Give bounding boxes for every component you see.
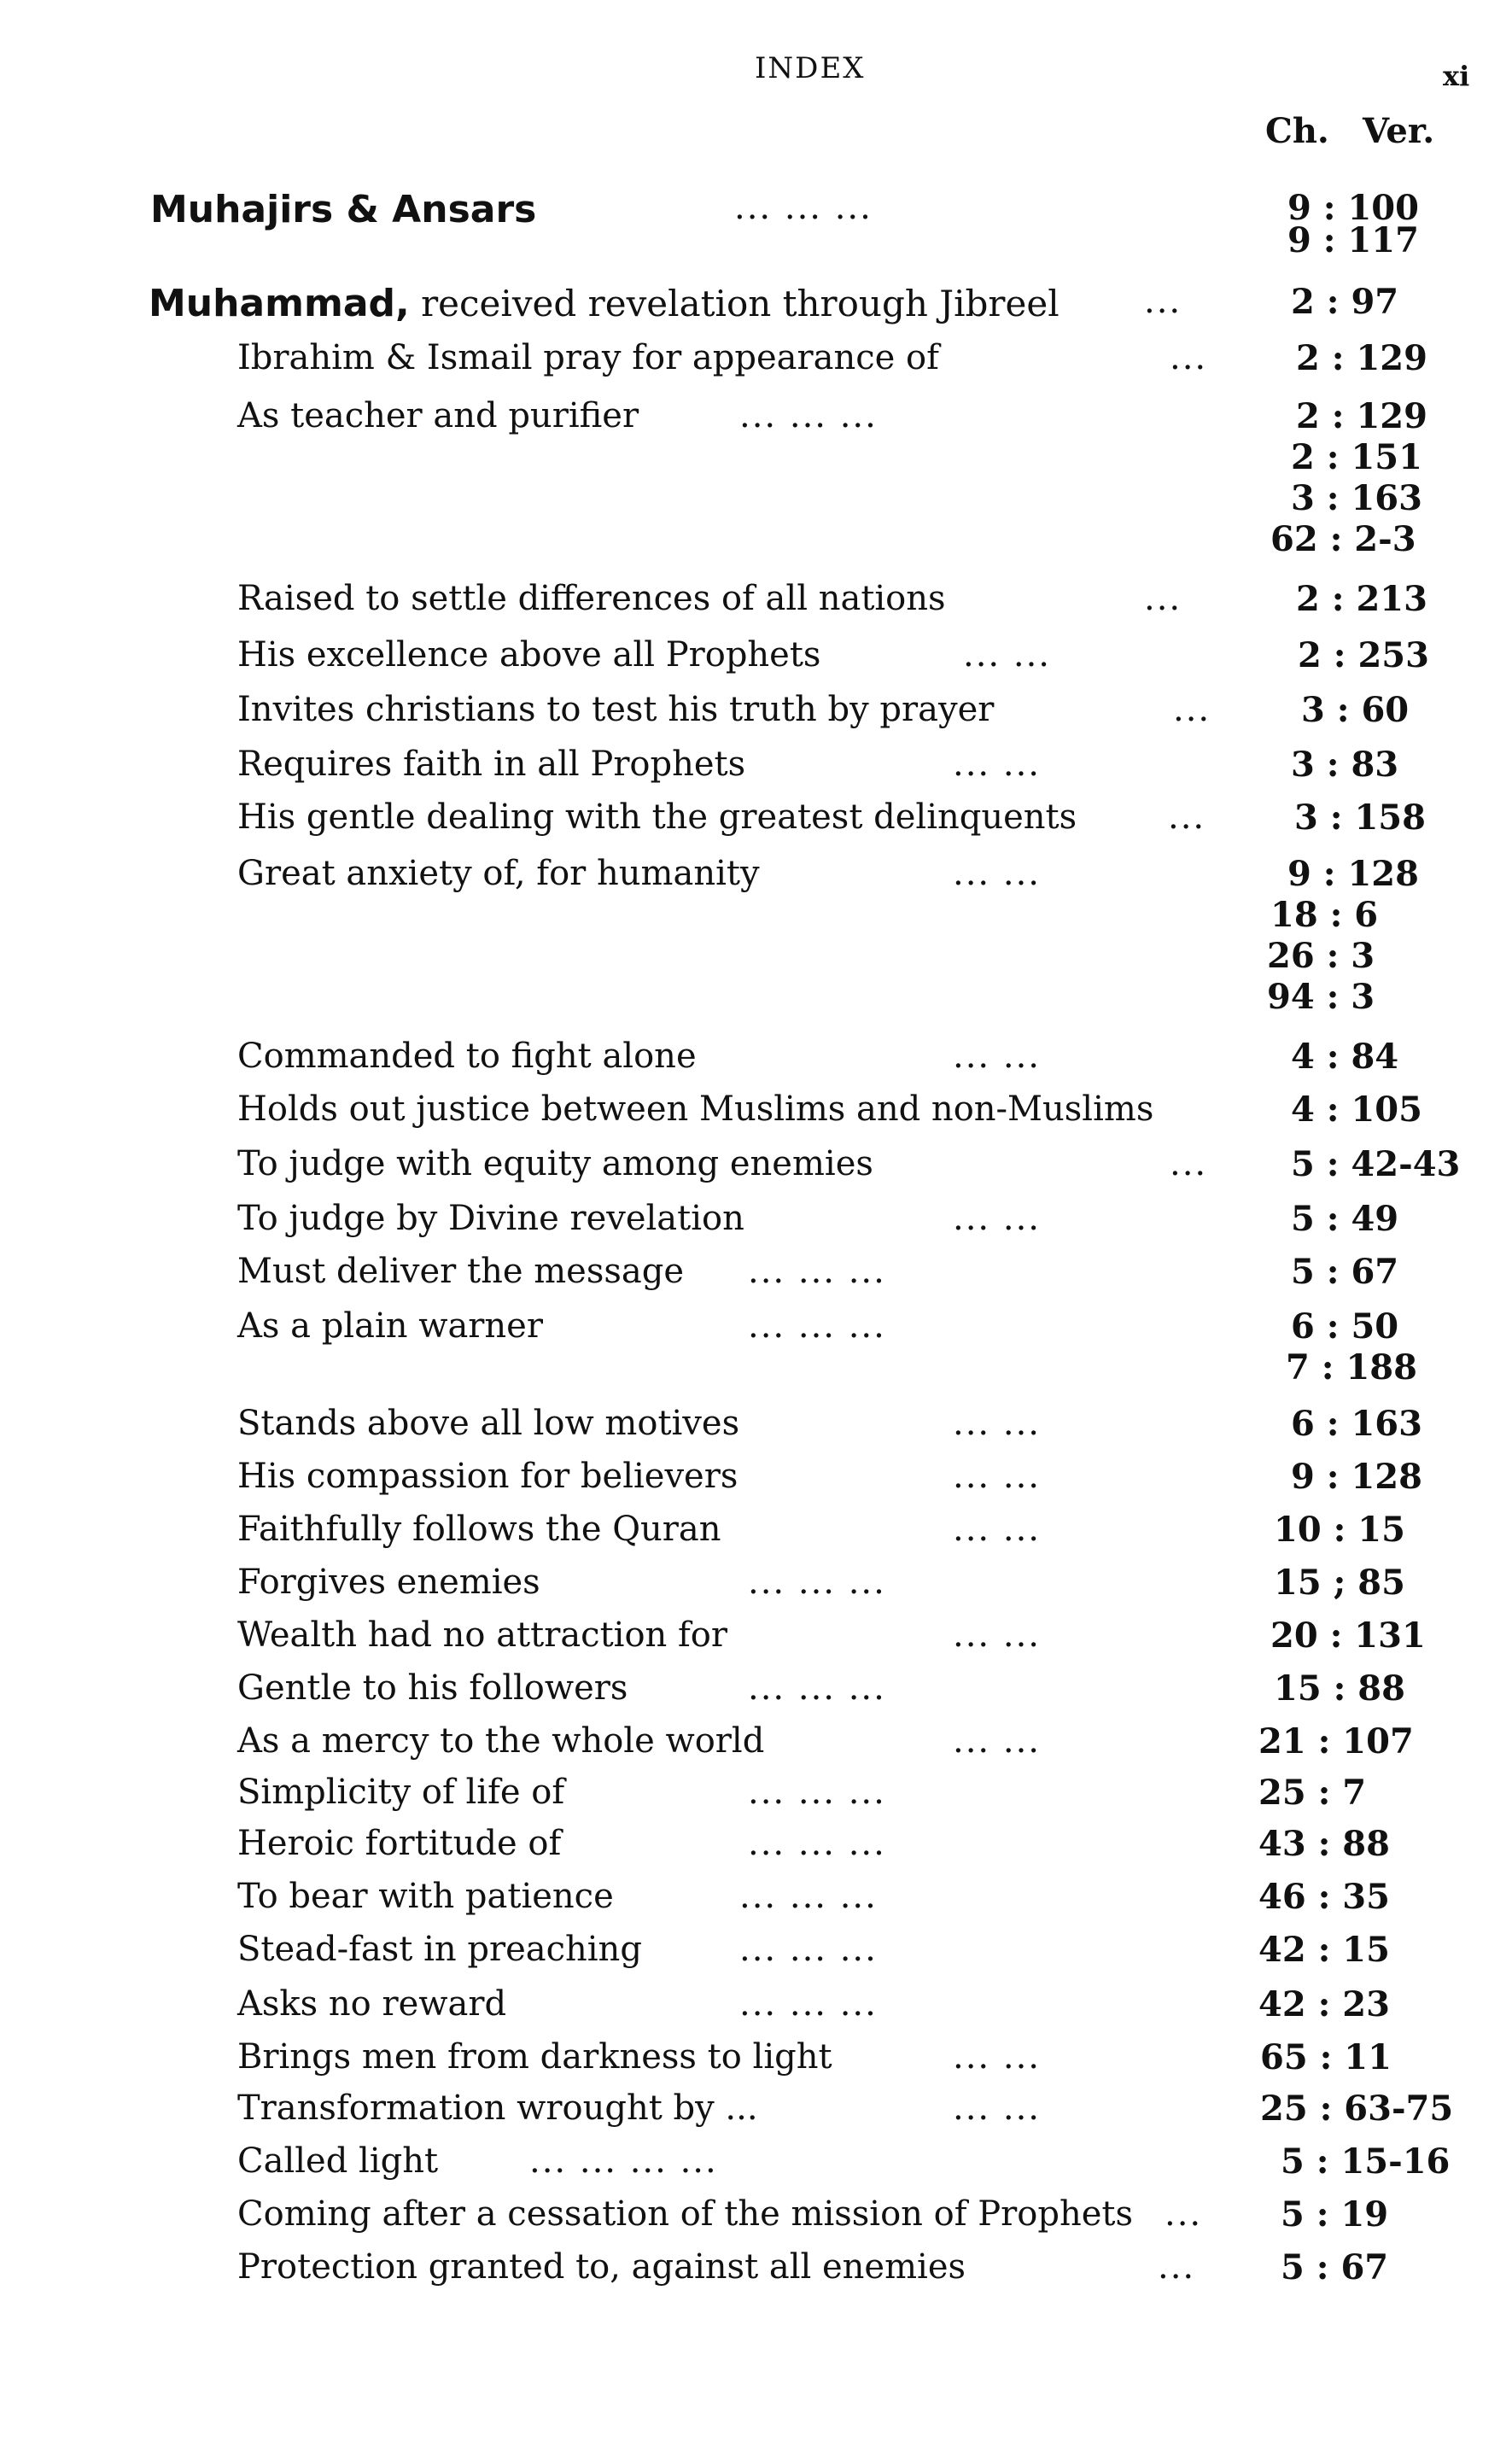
entry-reference: 2 : 97 <box>1291 282 1399 322</box>
entry-reference: 15 : 88 <box>1274 1668 1405 1709</box>
dot-leader: ... ... <box>953 1037 1042 1076</box>
dot-leader: ... <box>1144 282 1182 321</box>
dot-leader: ... <box>1173 690 1211 729</box>
entry-term: To judge with equity among enemies <box>237 1144 873 1183</box>
index-entry <box>0 690 1512 730</box>
entry-term: To bear with patience <box>237 1877 614 1916</box>
index-entry <box>0 1306 1512 1347</box>
index-entry <box>0 2247 1512 2287</box>
entry-reference: 2 : 213 <box>1296 579 1427 619</box>
entry-reference: 5 : 19 <box>1281 2194 1389 2235</box>
entry-reference: 65 : 11 <box>1260 2037 1392 2077</box>
entry-term: Protection granted to, against all enemies <box>237 2247 966 2287</box>
index-entry <box>0 2194 1512 2235</box>
index-entry <box>0 1773 1512 1813</box>
entry-term: Holds out justice between Muslims and non-Muslims <box>237 1090 1154 1129</box>
entry-reference: 21 : 107 <box>1258 1721 1414 1761</box>
entry-reference: 43 : 88 <box>1258 1824 1390 1864</box>
index-entry <box>0 1824 1512 1864</box>
dot-leader: ... ... ... <box>739 396 878 435</box>
entry-reference: 94 : 3 <box>1267 977 1375 1017</box>
index-entry <box>0 1144 1512 1184</box>
index-entry <box>0 1930 1512 1970</box>
entry-term: Muhajirs & Ansars <box>150 188 537 231</box>
index-entry <box>0 282 1512 325</box>
index-entry <box>0 2141 1512 2182</box>
entry-term: Simplicity of life of <box>237 1773 565 1812</box>
index-entry <box>0 2089 1512 2129</box>
index-entry <box>0 338 1512 378</box>
entry-term: Great anxiety of, for humanity <box>237 854 760 893</box>
index-entry-continuation <box>0 936 1512 976</box>
dot-leader: ... ... <box>953 854 1042 893</box>
page-number: xi <box>1443 60 1470 92</box>
dot-leader: ... ... ... <box>739 1877 878 1916</box>
entry-term: Stands above all low motives <box>237 1404 740 1443</box>
index-entry <box>0 579 1512 619</box>
entry-reference: 5 : 67 <box>1291 1252 1399 1292</box>
dot-leader: ... ... <box>953 2037 1042 2077</box>
index-entry-continuation <box>0 437 1512 477</box>
index-entry <box>0 1457 1512 1497</box>
dot-leader: ... ... <box>953 1457 1042 1496</box>
entry-reference: 3 : 60 <box>1301 690 1410 730</box>
index-entry <box>0 635 1512 675</box>
index-entry <box>0 797 1512 838</box>
dot-leader: ... ... <box>953 2089 1042 2128</box>
dot-leader: ... ... ... <box>748 1563 886 1602</box>
index-entry <box>0 1615 1512 1656</box>
entry-reference: 5 : 42-43 <box>1291 1144 1461 1184</box>
entry-term <box>149 282 1060 325</box>
index-entry <box>0 1404 1512 1444</box>
entry-term: Faithfully follows the Quran <box>237 1510 721 1549</box>
dot-leader: ... <box>1170 338 1208 377</box>
index-entry-continuation <box>0 478 1512 518</box>
running-head: INDEX <box>755 51 866 85</box>
entry-reference: 15 ; 85 <box>1274 1563 1405 1603</box>
index-entry <box>0 396 1512 436</box>
entry-reference: 2 : 253 <box>1298 635 1429 675</box>
entry-term: Heroic fortitude of <box>237 1824 562 1863</box>
index-entry <box>0 745 1512 785</box>
index-entry <box>0 854 1512 894</box>
index-entry <box>0 188 1512 231</box>
entry-reference: 9 : 128 <box>1287 854 1419 894</box>
entry-term: Called light <box>237 2141 439 2181</box>
index-entry <box>0 1090 1512 1130</box>
dot-leader: ... ... <box>953 1615 1042 1655</box>
entry-term: Forgives enemies <box>237 1563 540 1602</box>
entry-term: Requires faith in all Prophets <box>237 745 746 784</box>
dot-leader: ... <box>1168 797 1206 837</box>
dot-leader: ... ... ... <box>748 1306 886 1346</box>
dot-leader: ... ... ... <box>734 188 873 227</box>
entry-term: Ibrahim & Ismail pray for appearance of <box>237 338 939 377</box>
entry-reference: 3 : 83 <box>1291 745 1399 785</box>
entry-term: Coming after a cessation of the mission of Prophets <box>237 2194 1134 2234</box>
entry-reference: 6 : 50 <box>1291 1306 1399 1347</box>
page-header <box>0 51 1512 92</box>
index-entry-continuation <box>0 519 1512 559</box>
entry-reference: 4 : 105 <box>1291 1090 1422 1130</box>
entry-term: Stead-fast in preaching <box>237 1930 642 1969</box>
entry-term: As teacher and purifier <box>237 396 639 435</box>
entry-reference: 20 : 131 <box>1270 1615 1426 1656</box>
entry-term: Must deliver the message <box>237 1252 685 1291</box>
entry-term: Asks no reward <box>237 1984 507 2024</box>
entry-reference: 5 : 15-16 <box>1281 2141 1451 2182</box>
entry-reference: 9 : 117 <box>1287 220 1419 260</box>
entry-reference: 6 : 163 <box>1291 1404 1422 1444</box>
entry-reference: 5 : 67 <box>1281 2247 1389 2287</box>
dot-leader: ... <box>1144 579 1182 618</box>
entry-reference: 25 : 63-75 <box>1260 2089 1454 2129</box>
entry-term: Wealth had no attraction for <box>237 1615 728 1655</box>
index-entry <box>0 1252 1512 1292</box>
entry-reference: 62 : 2-3 <box>1270 519 1416 559</box>
column-header-verse: Ver. <box>1363 111 1435 151</box>
entry-reference: 46 : 35 <box>1258 1877 1390 1917</box>
entry-term: Transformation wrought by ... <box>237 2089 758 2128</box>
entry-reference: 3 : 158 <box>1294 797 1426 838</box>
index-entry <box>0 1563 1512 1603</box>
dot-leader: ... ... <box>953 1510 1042 1549</box>
index-entry <box>0 1877 1512 1917</box>
dot-leader: ... ... <box>953 745 1042 784</box>
dot-leader: ... <box>1170 1144 1208 1183</box>
dot-leader: ... ... <box>953 1721 1042 1761</box>
entry-term: To judge by Divine revelation <box>237 1199 744 1238</box>
entry-reference: 3 : 163 <box>1291 478 1422 518</box>
entry-reference: 2 : 129 <box>1296 338 1427 378</box>
entry-reference: 2 : 129 <box>1296 396 1427 436</box>
column-header-chapter: Ch. <box>1265 111 1329 151</box>
dot-leader: ... ... ... ... <box>529 2141 718 2181</box>
entry-term: As a mercy to the whole world <box>237 1721 765 1761</box>
entry-term: Invites christians to test his truth by prayer <box>237 690 995 729</box>
index-entry <box>0 2037 1512 2077</box>
entry-reference: 2 : 151 <box>1291 437 1422 477</box>
index-entry <box>0 1037 1512 1077</box>
dot-leader: ... ... ... <box>748 1668 886 1708</box>
index-entry-continuation <box>0 895 1512 935</box>
entry-term: Brings men from darkness to light <box>237 2037 832 2077</box>
dot-leader: ... ... <box>953 1199 1042 1238</box>
dot-leader: ... <box>1158 2247 1196 2287</box>
entry-reference: 42 : 23 <box>1258 1984 1390 2024</box>
entry-reference: 25 : 7 <box>1258 1773 1367 1813</box>
dot-leader: ... ... <box>963 635 1052 675</box>
index-entry <box>0 1668 1512 1709</box>
dot-leader: ... ... ... <box>739 1984 878 2024</box>
entry-reference: 5 : 49 <box>1291 1199 1399 1239</box>
entry-reference: 9 : 128 <box>1291 1457 1422 1497</box>
entry-reference: 18 : 6 <box>1270 895 1379 935</box>
index-entry <box>0 1199 1512 1239</box>
dot-leader: ... <box>1165 2194 1203 2234</box>
entry-term: His excellence above all Prophets <box>237 635 821 675</box>
entry-reference: 26 : 3 <box>1267 936 1375 976</box>
index-entry-continuation <box>0 220 1512 260</box>
dot-leader: ... ... <box>953 1404 1042 1443</box>
entry-reference: 7 : 188 <box>1286 1347 1417 1388</box>
entry-headword: Muhammad, <box>149 282 410 325</box>
index-entry <box>0 1721 1512 1761</box>
entry-term: His compassion for believers <box>237 1457 738 1496</box>
entry-reference: 10 : 15 <box>1274 1510 1405 1550</box>
entry-reference: 9 : 100 <box>1287 188 1419 228</box>
entry-term: Raised to settle differences of all nations <box>237 579 946 618</box>
entry-reference: 4 : 84 <box>1291 1037 1399 1077</box>
entry-subtext: received revelation through Jibreel <box>409 283 1060 324</box>
entry-term: As a plain warner <box>237 1306 543 1346</box>
dot-leader: ... ... ... <box>748 1824 886 1863</box>
entry-term: Gentle to his followers <box>237 1668 628 1708</box>
entry-reference: 42 : 15 <box>1258 1930 1390 1970</box>
dot-leader: ... ... ... <box>739 1930 878 1969</box>
index-entry-continuation <box>0 977 1512 1017</box>
entry-term: Commanded to fight alone <box>237 1037 697 1076</box>
entry-term: His gentle dealing with the greatest delinquents <box>237 797 1077 837</box>
dot-leader: ... ... ... <box>748 1252 886 1291</box>
index-entry-continuation <box>0 1347 1512 1388</box>
index-entry <box>0 1510 1512 1550</box>
index-entry <box>0 1984 1512 2024</box>
dot-leader: ... ... ... <box>748 1773 886 1812</box>
